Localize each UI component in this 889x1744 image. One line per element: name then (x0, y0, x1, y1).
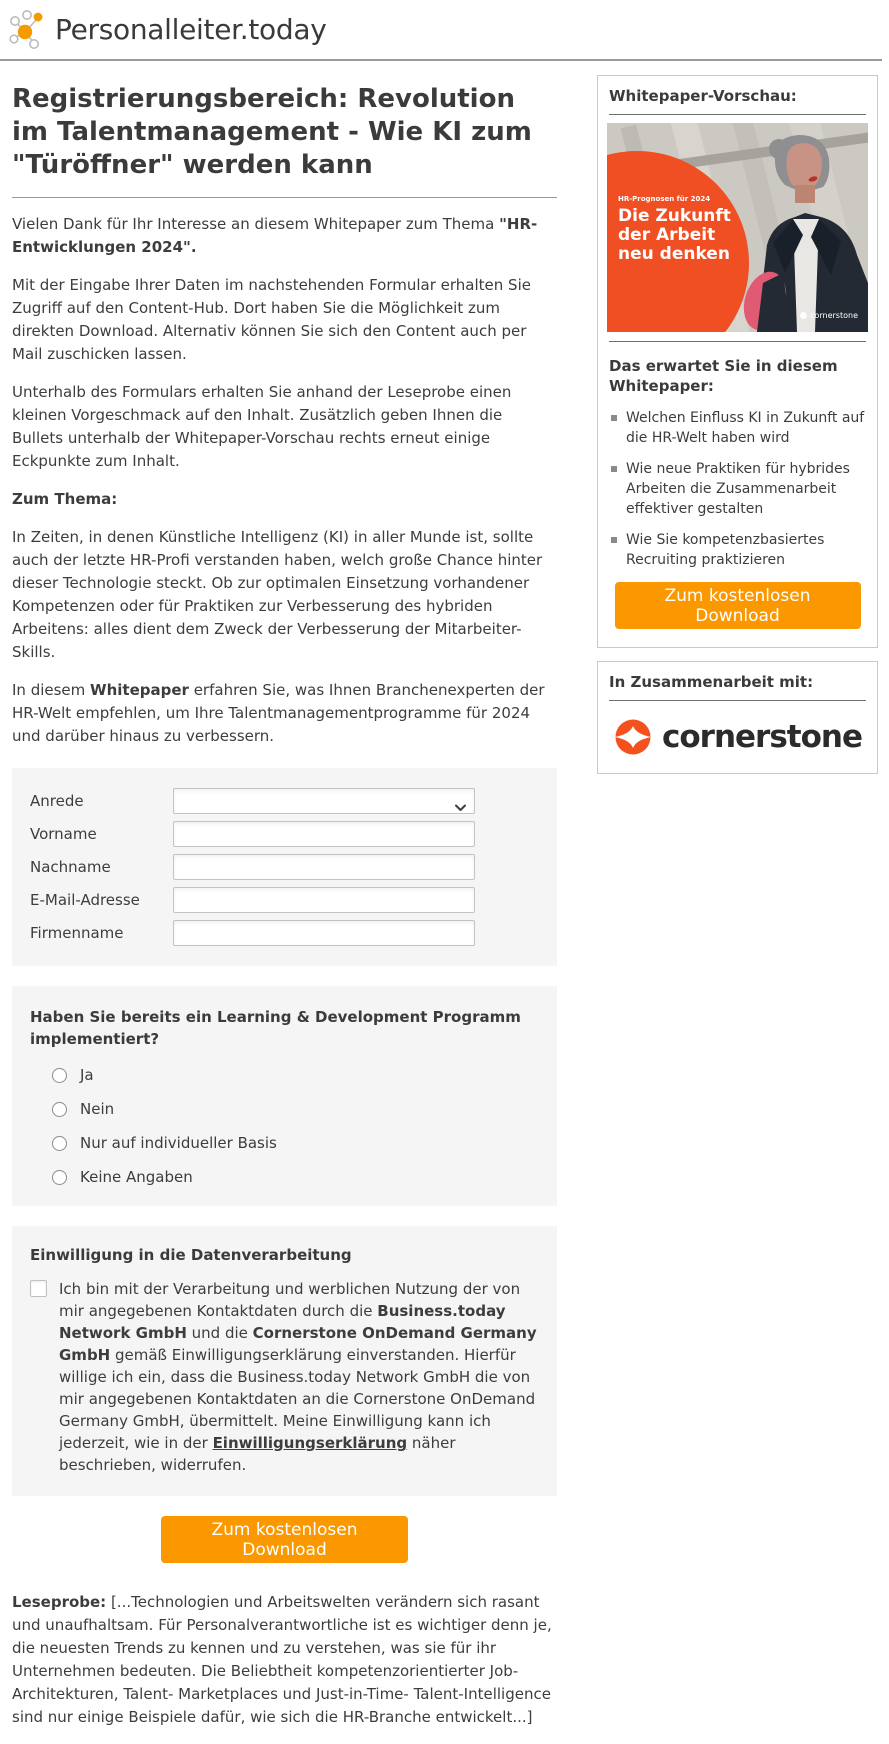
radio-icon[interactable] (52, 1068, 67, 1083)
form-row-firmenname (30, 920, 539, 946)
anrede-select[interactable] (173, 788, 475, 814)
site-header (0, 0, 882, 61)
main-content (12, 61, 557, 1744)
radio-icon[interactable] (52, 1136, 67, 1151)
whitepaper-preview-box (597, 75, 878, 648)
leseprobe: Leseprobe: [...Technologien und Arbeitswelten verändern sich rasant und unaufhaltsam. Für Personalverantwortliche ist es wichtiger denn je, die neuesten Trends zu kennen und zu verstehen, was sie für ihr Unternehmen bedeuten. Die Beliebtheit kompetenzorientierter Job-Architekturen, Talent- Marketplaces und Just-in-Time- Talent-Intelligence sind nur einige Beispiele dafür, wie sich die HR-Branche entwickelt...] (12, 1593, 552, 1726)
radio-option-ja[interactable] (52, 1066, 539, 1084)
radio-option-label: Nur auf individueller Basis (80, 1134, 277, 1152)
preview-title: Whitepaper-Vorschau: (609, 87, 797, 105)
brand-network-icon (8, 8, 46, 50)
survey-question: Haben Sie bereits ein Learning & Development Programm implementiert? (30, 1008, 521, 1048)
topic-label: Zum Thema: (12, 490, 118, 508)
whitepaper-bullets (607, 408, 868, 570)
radio-icon[interactable] (52, 1102, 67, 1117)
bullet-item: Wie neue Praktiken für hybrides Arbeiten die Zusammenarbeit effektiver gestalten (609, 459, 866, 519)
consent-text: Ich bin mit der Verarbeitung und werblichen Nutzung der von mir angegebenen Kontaktdaten durch die Business.today Network GmbH und die Cornerstone OnDemand Germany GmbH gemäß Einwilligungserklärung einverstanden. Hierfür willige ich ein, dass die Business.today Network GmbH die von mir angegebenen Kontaktdaten an die Cornerstone OnDemand Germany GmbH, übermittelt. Meine Einwilligung kann ich jederzeit, wie in der Einwilligungserklärung näher beschrieben, widerrufen. (59, 1280, 537, 1474)
einwilligung-link[interactable]: Einwilligungserklärung (212, 1434, 408, 1452)
form-row-nachname (30, 854, 539, 880)
email-label: E-Mail-Adresse (30, 891, 140, 909)
nachname-label: Nachname (30, 858, 111, 876)
radio-icon[interactable] (52, 1170, 67, 1185)
radio-option-keine-angaben[interactable] (52, 1168, 539, 1186)
consent-box (12, 1226, 557, 1496)
cornerstone-logo (607, 709, 868, 761)
preview-divider (609, 114, 866, 115)
nachname-field[interactable] (173, 854, 475, 880)
topic-paragraph-1: In Zeiten, in denen Künstliche Intelligenz (KI) in aller Munde ist, sollte auch der letzte HR-Profi verstanden haben, welch große Chance hinter dieser Technologie steckt. Ob zur optimalen Einsetzung vorhandener Kompetenzen oder für Praktiken zur Verbesserung des hybriden Arbeitens: alles dient dem Zweck der Verbesserung der Mitarbeiter-Skills. (12, 528, 543, 661)
expect-title: Das erwartet Sie in diesem Whitepaper: (609, 357, 838, 395)
radio-option-label: Nein (80, 1100, 115, 1118)
consent-heading: Einwilligung in die Datenverarbeitung (30, 1246, 352, 1264)
partner-title: In Zusammenarbeit mit: (609, 673, 814, 691)
topic-paragraph-2: In diesem Whitepaper erfahren Sie, was Ihnen Branchenexperten der HR-Welt empfehlen, um Ihre Talentmanagementprogramme für 2024 und darüber hinaus zu verbessern. (12, 681, 545, 745)
brand-title: Personalleiter.today (55, 12, 327, 46)
bullet-item: Wie Sie kompetenzbasiertes Recruiting praktizieren (609, 530, 866, 570)
registration-form (12, 768, 557, 966)
page-title: Registrierungsbereich: Revolution im Talentmanagement - Wie KI zum "Türöffner" werden kann (12, 84, 532, 180)
bullet-item: Welchen Einfluss KI in Zukunft auf die HR-Welt haben wird (609, 408, 866, 448)
firmenname-field[interactable] (173, 920, 475, 946)
intro-paragraph-1: Vielen Dank für Ihr Interesse an diesem Whitepaper zum Thema "HR-Entwicklungen 2024". (12, 215, 538, 256)
cover-title: Die Zukunft der Arbeit neu denken (618, 206, 731, 264)
email-field[interactable] (173, 887, 475, 913)
whitepaper-cover-image (607, 123, 868, 332)
title-divider (12, 197, 557, 198)
cover-cornerstone-mark: cornerstone (800, 311, 858, 320)
radio-option-label: Ja (80, 1066, 94, 1084)
cornerstone-logo-icon (613, 717, 653, 757)
form-row-vorname (30, 821, 539, 847)
form-row-email (30, 887, 539, 913)
sidebar-download-button[interactable]: Zum kostenlosen Download (615, 582, 861, 629)
cornerstone-wordmark: cornerstone (661, 719, 862, 755)
cover-eyebrow: HR-Prognosen für 2024 (618, 195, 711, 203)
partner-box (597, 661, 878, 774)
radio-option-label: Keine Angaben (80, 1168, 193, 1186)
download-button[interactable]: Zum kostenlosen Download (161, 1516, 408, 1563)
cornerstone-dot-icon (800, 312, 807, 319)
radio-option-individuell[interactable] (52, 1134, 539, 1152)
partner-divider (609, 700, 866, 701)
anrede-label: Anrede (30, 792, 84, 810)
intro-paragraph-2: Mit der Eingabe Ihrer Daten im nachstehenden Formular erhalten Sie Zugriff auf den Content-Hub. Dort haben Sie die Möglichkeit zum direkten Download. Alternativ können Sie sich den Content auch per Mail zuschicken lassen. (12, 276, 531, 363)
survey-box (12, 986, 557, 1206)
firmenname-label: Firmenname (30, 924, 124, 942)
vorname-label: Vorname (30, 825, 97, 843)
vorname-field[interactable] (173, 821, 475, 847)
cover-divider (609, 341, 866, 342)
form-row-anrede (30, 788, 539, 814)
radio-option-nein[interactable] (52, 1100, 539, 1118)
intro-paragraph-3: Unterhalb des Formulars erhalten Sie anhand der Leseprobe einen kleinen Vorgeschmack auf den Inhalt. Zusätzlich geben Ihnen die Bullets unterhalb der Whitepaper-Vorschau rechts erneut einige Eckpunkte zum Inhalt. (12, 383, 512, 470)
consent-checkbox[interactable] (30, 1280, 47, 1297)
sidebar (597, 75, 878, 787)
